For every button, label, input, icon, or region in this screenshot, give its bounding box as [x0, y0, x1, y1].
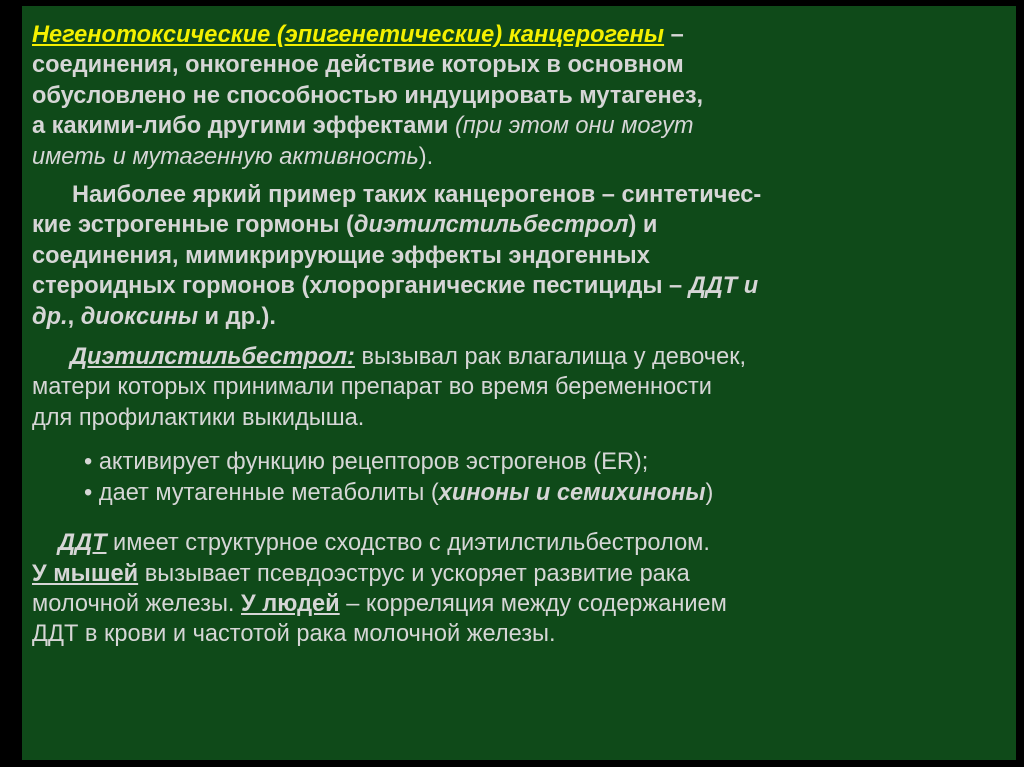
paragraph-definition	[32, 20, 1016, 172]
paragraph-example	[32, 180, 1016, 332]
example-line-4a: стероидных гормонов (хлорорганические пестициды –	[32, 273, 689, 300]
example-line-5d: и др.).	[198, 303, 276, 330]
bullet-list	[32, 447, 1016, 508]
bullet-close: )	[705, 479, 714, 506]
definition-line-2: соединения, онкогенное действие которых в основном	[32, 52, 684, 79]
example-line-2a: кие эстрогенные гормоны (	[32, 212, 354, 239]
term-mice: У мышей	[32, 560, 139, 587]
definition-line-4a: а какими-либо другими эффектами	[32, 113, 455, 140]
example-line-1: Наиболее яркий пример таких канцерогенов – синтетичес-	[72, 182, 762, 209]
definition-line-4b: (при этом они могут	[454, 113, 694, 140]
example-dioxins: диоксины	[80, 303, 198, 330]
ddt-line-3a: молочной железы.	[32, 590, 242, 617]
ddt-line-4: ДДТ в крови и частотой рака молочной железы.	[32, 621, 556, 648]
paragraph-des	[32, 342, 1016, 433]
example-des: диэтилстильбестрол	[353, 212, 629, 239]
term-nongenotoxic-carcinogens: Негенотоксические (эпигенетические) канцерогены	[32, 22, 665, 48]
bullet-item-er: • активирует функцию рецепторов эстрогенов (ER);	[84, 449, 649, 476]
des-line-1: вызывал рак влагалища у девочек,	[354, 344, 747, 371]
ddt-line-2: вызывает псевдоэструс и ускоряет развитие рака	[138, 560, 690, 587]
des-line-3: для профилактики выкидыша.	[32, 404, 365, 431]
definition-line-5: иметь и мутагенную активность	[32, 143, 419, 170]
bullet-item-metabolites: • дает мутагенные метаболиты (	[84, 479, 439, 506]
ddt-line-1: имеет структурное сходство с диэтилстильбестролом.	[106, 530, 710, 557]
term-ddt: ДДТ	[58, 530, 107, 557]
bullet-quinones: хиноны и семихиноны	[438, 479, 706, 506]
definition-line-3: обусловлено не способностью индуцировать мутагенез,	[32, 82, 704, 109]
example-comma: ,	[67, 303, 81, 330]
dash: –	[664, 22, 684, 48]
content-panel	[22, 6, 1016, 760]
des-line-2: матери которых принимали препарат во время беременности	[32, 374, 712, 401]
term-humans: У людей	[241, 590, 340, 617]
example-line-3: соединения, мимикрирующие эффекты эндогенных	[32, 242, 650, 269]
term-des: Диэтилстильбестрол:	[70, 344, 355, 371]
example-ddt: ДДТ и	[688, 273, 759, 300]
paragraph-ddt	[32, 528, 1016, 650]
example-etc: др.	[32, 303, 68, 330]
definition-line-5-end: ).	[418, 143, 434, 170]
ddt-line-3b: – корреляция между содержанием	[339, 590, 727, 617]
example-line-2c: ) и	[628, 212, 658, 239]
